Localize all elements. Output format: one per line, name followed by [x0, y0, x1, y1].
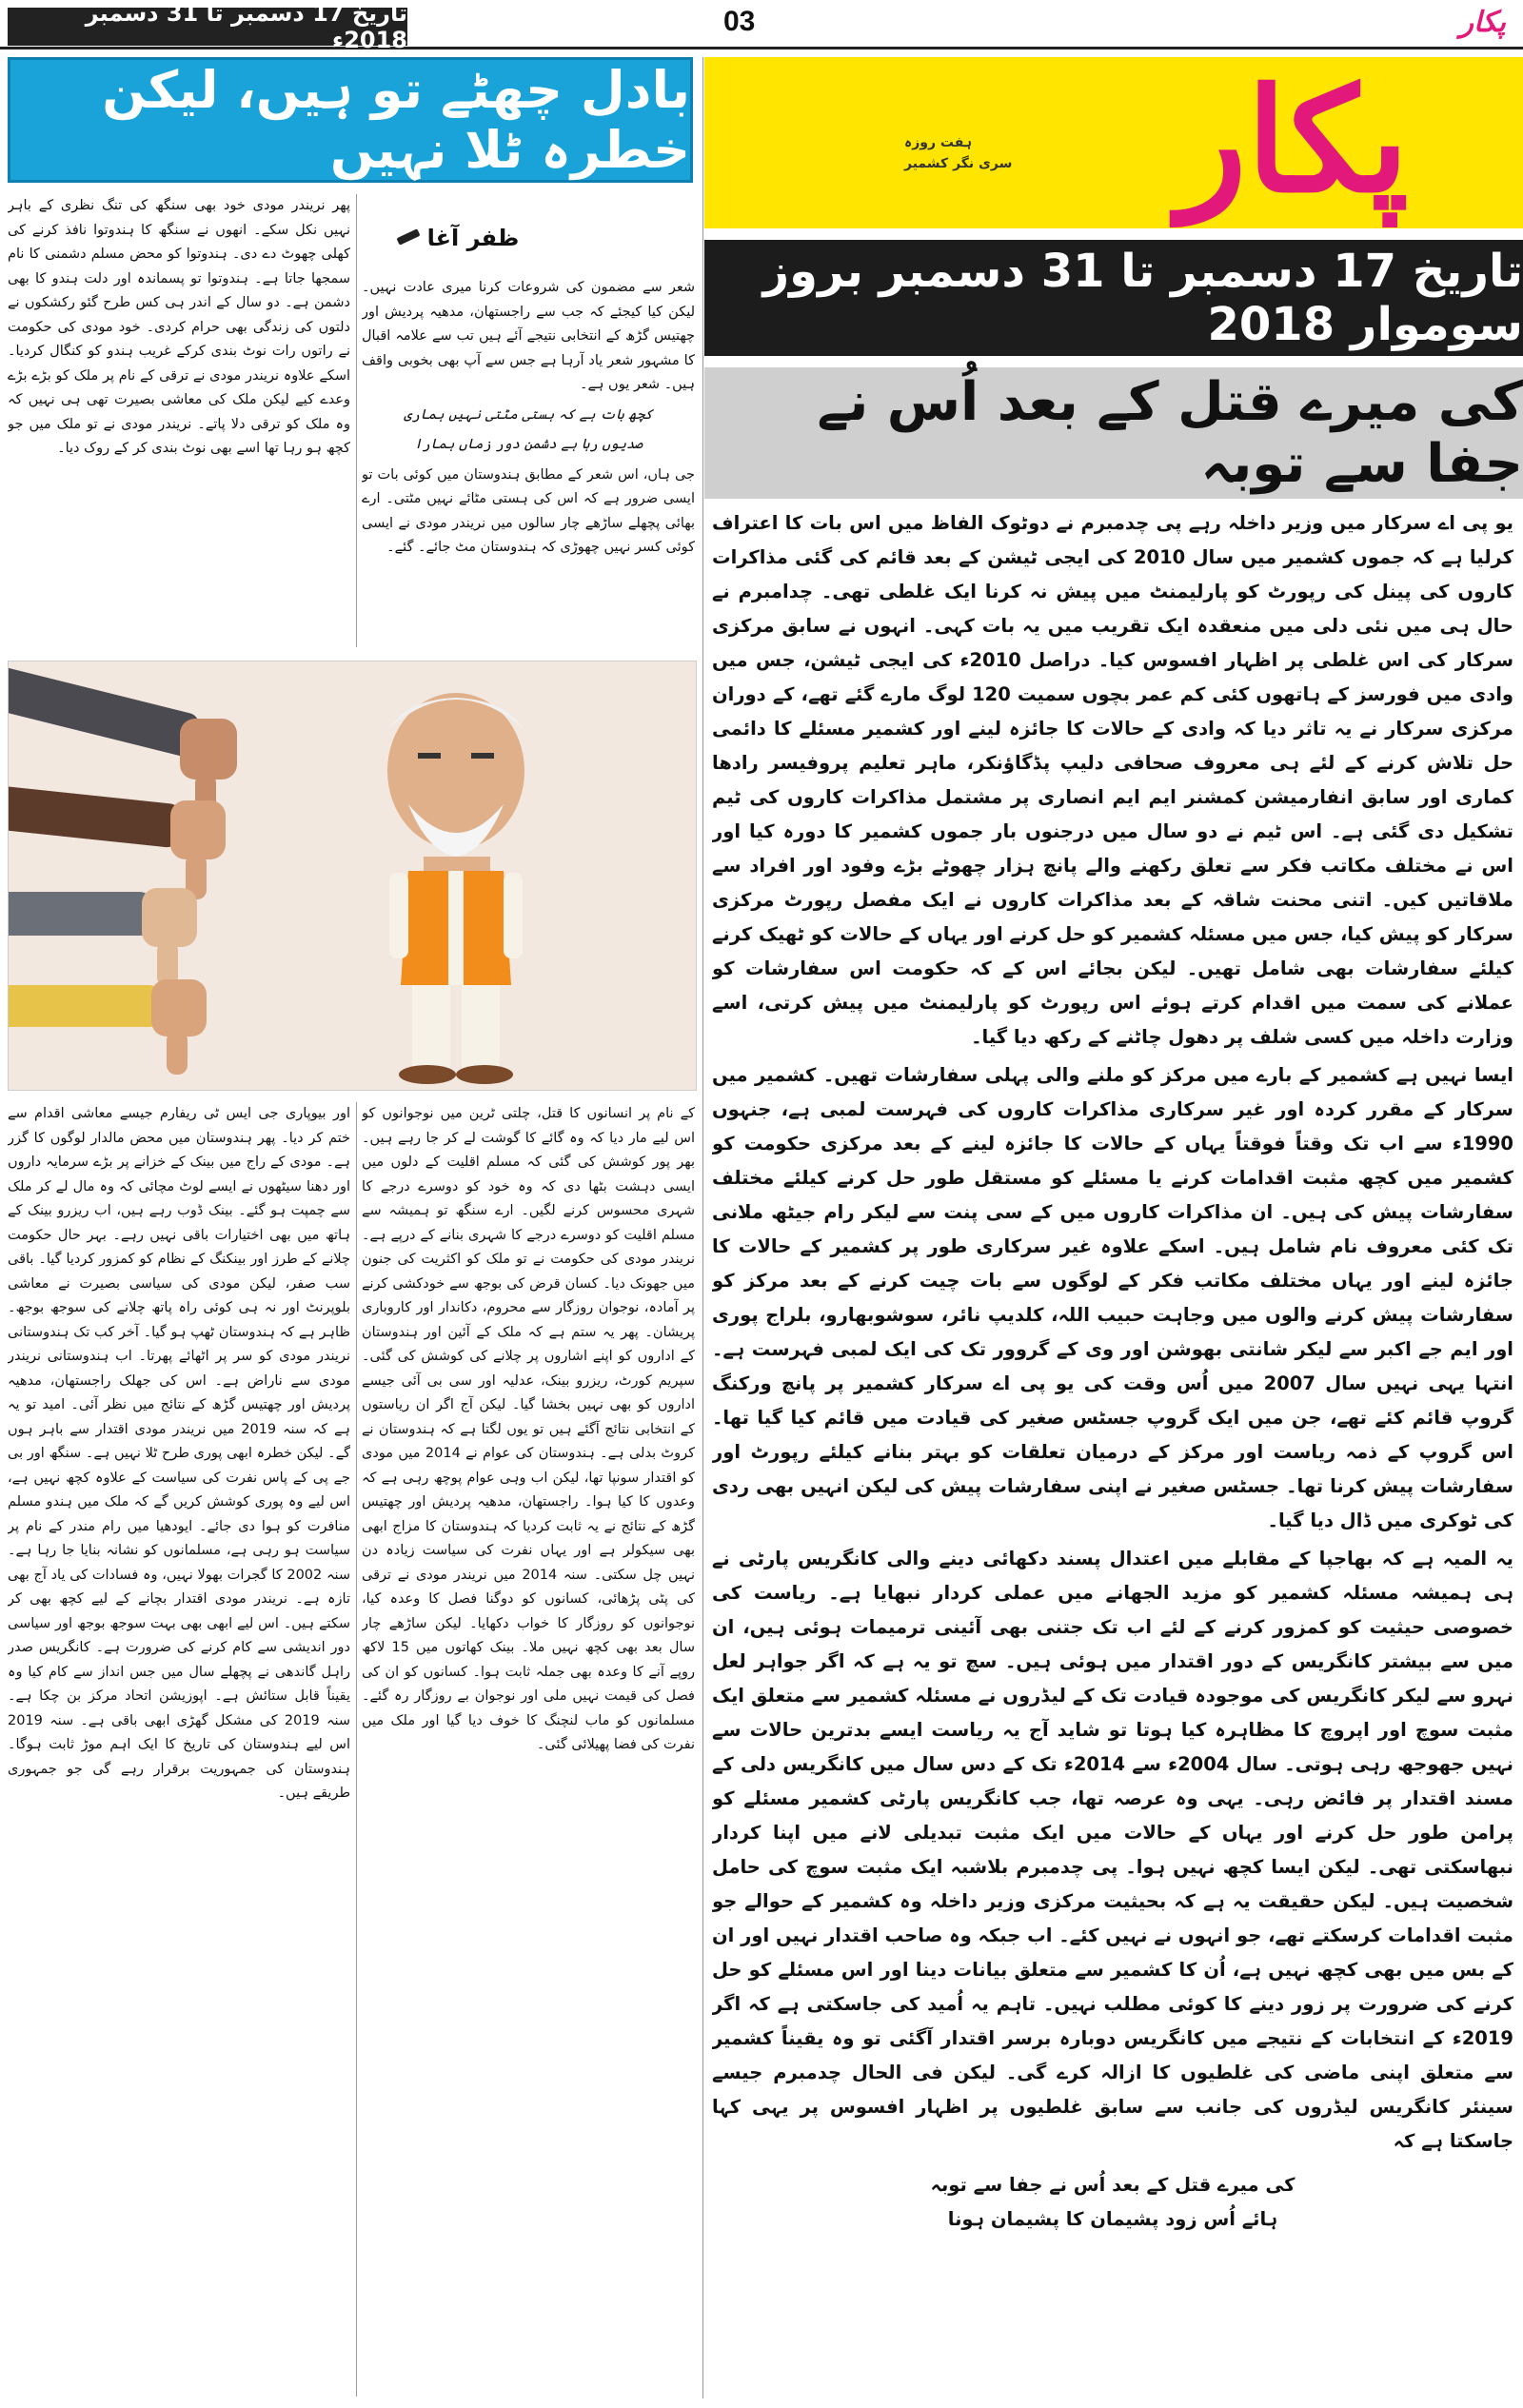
illustration-svg — [9, 661, 697, 1091]
column-divider — [356, 1102, 357, 2397]
author-byline — [352, 225, 562, 251]
politician-thumbs-down-illustration — [8, 661, 697, 1091]
small-logo: پکار — [1459, 6, 1506, 39]
closing-verse — [712, 2168, 1513, 2237]
column-text-left-top — [8, 194, 350, 647]
column-text-right-top — [362, 276, 695, 647]
editorial-headline: کی میرے قتل کے بعد اُس نے جفا سے توبہ — [704, 367, 1523, 499]
column-paragraph: اور بیوپاری جی ایس ٹی ریفارم جیسے معاشی اقدام سے ختم کر دیا۔ پھر ہندوستان میں محض مالدار لوگوں کا گزر ہے۔ مودی کے راج میں بینک کے خزانے پر بڑے سرمایہ داروں اور دھنا سیٹھوں نے ایسے لوٹ مچائی کہ وہ مال لے کر ملک سے چمپت ہو گئے۔ بینک ڈوب رہے ہیں، اب ریزرو بینک کے ہاتھ میں بھی اختیارات باقی نہیں رہے۔ بہر حال حکومت چلانے کے طرز اور بینکنگ کے نظام کو کمزور کردیا گیا۔ باقی سب صفر، لیکن مودی کی سیاسی بصیرت نے معاشی بلوپرنٹ اور نہ ہی کوئی راہ پاتھ چلانے کی سوجھ بوجھ۔ ظاہر ہے کہ ہندوستان ٹھپ ہو گیا۔ آخر کب تک ہندوستانی نریندر مودی کو سر پر اٹھائے پھرتا۔ اب ہندوستانی نریندر مودی سے ناراض ہے۔ اس کی جھلک راجستھان، مدھیہ پردیش اور چھتیس گڑھ کے نتائج میں نظر آئی۔ امید تو یہ ہے کہ سنہ 2019 میں نریندر مودی اقتدار سے باہر ہوں گے۔ لیکن خطرہ ابھی پوری طرح ٹلا نہیں ہے۔ سنگھ اور بی جے پی کے پاس نفرت کی سیاست کے علاوہ کچھ نہیں ہے، اس لیے وہ پوری کوشش کریں گے کہ ملک میں ہندو مسلم منافرت کو ہوا دی جائے۔ ایودھیا میں رام مندر کے نام پر سیاست ہو رہی ہے، مسلمانوں کو نشانہ بنایا جا رہا ہے۔ سنہ 2002 کا گجرات بھولا نہیں، وہ فسادات کی یاد آج بھی تازہ ہے۔ نریندر مودی اقتدار بچانے کے لیے کچھ بھی کر سکتے ہیں۔ اس لیے ابھی بھی بہت سوجھ بوجھ اور سیاسی دور اندیشی سے کام کرنے کی ضرورت ہے۔ کانگریس صدر راہل گاندھی نے پچھلے سال میں جس انداز سے کام کیا وہ یقیناً قابل ستائش ہے۔ اپوزیشن اتحاد مرکز بن چکا ہے۔ سنہ 2019 کی مشکل گھڑی ابھی باقی ہے۔ سنہ 2019 اس لیے ہندوستان کی تاریخ کا ایک اہم موڑ ثابت ہوگا۔ ہندوستان کی جمہوریت برقرار رہے گی جو جمہوری طریقے ہیں۔ — [8, 1106, 350, 1801]
page-number: 03 — [723, 6, 756, 37]
column-divider — [702, 57, 703, 2398]
masthead-title: پکار — [1177, 57, 1409, 225]
column-text-right-bottom — [362, 1102, 695, 2397]
editorial-paragraph: یو پی اے سرکار میں وزیر داخلہ رہے پی چدمبرم نے دوٹوک الفاظ میں اس بات کا اعتراف کرلیا ہے کہ جموں کشمیر میں سال 2010 کی ایجی ٹیشن کے بعد قائم کی گئی مذاکرات کاروں کی پینل کی رپورٹ کو پارلیمنٹ میں پیش نہ کرنا ایک غلطی تھی۔ چدامبرم نے حال ہی میں نئی دلی میں منعقدہ ایک تقریب میں یہ بات کہی۔ انہوں نے سابق مرکزی سرکار کی اس غلطی پر اظہار افسوس کیا۔ دراصل 2010ء کی ایجی ٹیشن، جس میں وادی میں فورسز کے ہاتھوں کئی کم عمر بچوں سمیت 120 لوگ مارے گئے تھے، کے دوران مرکزی سرکار نے یہ تاثر دیا کہ وادی کے حالات کا جائزہ لینے اور کشمیر مسئلے کا دائمی حل تلاش کرنے کے لئے ہی معروف صحافی دلیپ پڈگاؤنکر، ماہر تعلیم پروفیسر رادھا کماری اور سابق انفارمیشن کمشنر ایم ایم انصاری پر مشتمل مذاکرات کاروں کی ٹیم تشکیل دی گئی ہے۔ اس ٹیم نے دو سال میں درجنوں بار جموں کشمیر کا دورہ کیا اور اس نے مختلف مکاتب فکر سے تعلق رکھنے والے پانچ ہزار چھوٹے بڑے وفود اور افراد سے ملاقاتیں کیں۔ اتنی محنت شاقہ کے بعد مذاکرات کاروں نے ایک مفصل رپورٹ مرکزی سرکار کو پیش کیا، جس میں مسئلہ کشمیر کو حل کرنے اور یہاں کے حالات کو ٹھیک کرنے کیلئے سفارشات بھی شامل تھیں۔ لیکن بجائے اس کے کہ حکومت اس سفارشات کو عملانے کی سمت میں اقدام کرتے ہوئے اس رپورٹ کو پارلیمنٹ میں پیش کرتی، اسے وزارت داخلہ میں کسی شلف پر دھول چاٹنے کے رکھ دیا گیا۔ — [712, 512, 1513, 1048]
column-paragraph: شعر سے مضمون کی شروعات کرنا میری عادت نہیں۔ لیکن کیا کیجئے کہ جب سے راجستھان، مدھیہ پردیش اور چھتیس گڑھ کے انتخابی نتیجے آئے ہیں تب سے علامہ اقبال کا مشہور شعر یاد آرہا ہے جس سے آپ بھی بخوبی واقف ہیں۔ شعر یوں ہے۔ — [362, 280, 695, 392]
closing-verse-line-2: ہائے اُس زود پشیمان کا پشیمان ہونا — [947, 2208, 1278, 2230]
column-paragraph: جی ہاں، اس شعر کے مطابق ہندوستان میں کوئی بات تو ایسی ضرور ہے کہ اس کی ہستی مٹائے نہیں مٹتی۔ ارے بھائی پچھلے ساڑھے چار سالوں میں نریندر مودی نے ایسی کوئی کسر نہیں چھوڑی کہ ہندوستان مٹ جائے۔ گئے۔ — [362, 466, 695, 555]
poem-line-1: کچھ بات ہے کہ ہستی مٹتی نہیں ہماری — [404, 406, 653, 423]
pen-icon — [395, 227, 422, 248]
column-headline: بادل چھٹے تو ہیں، لیکن خطرہ ٹلا نہیں — [8, 57, 693, 183]
editorial-paragraph: ایسا نہیں ہے کشمیر کے بارے میں مرکز کو ملنے والی پہلی سفارشات تھیں۔ کشمیر میں سرکار کے مقرر کردہ اور غیر سرکاری مذاکرات کاروں کی فہرست لمبی ہے، جنہوں 1990ء سے اب تک وقتاً فوقتاً یہاں کے حالات کا جائزہ لینے کے بعد مرکزی حکومت کو کشمیر میں کچھ مثبت اقدامات کرنے یا مسئلے کو مستقل طور حل کرنے کیلئے مختلف سفارشات پیش کی ہیں۔ ان مذاکرات کاروں میں کے سی پنت سے لیکر رام جیٹھ ملانی تک کئی معروف نام شامل ہیں۔ اسکے علاوہ غیر سرکاری طور پر کشمیر کے حالات کا جائزہ لینے اور یہاں مختلف مکاتب فکر کے لوگوں سے بات چیت کرنے کے بعد مرکز کو سفارشات پیش کرنے والوں میں وجاہت حبیب اللہ، کلدیپ نائر، سوشوبھارو، بلراج پوری اور ایم جے اکبر سے لیکر شانتی بھوشن اور وی کے گروور تک کی ایک لمبی فہرست ہے۔ انتہا یہی نہیں سال 2007 میں اُس وقت کی یو پی اے سرکار کشمیر پر پانچ ورکنگ گروپ قائم کئے تھے، جن میں ایک گروپ جسٹس صغیر کی قیادت میں قائم کیا گیا تھا۔ اس گروپ کے ذمہ ریاست اور مرکز کے درمیان تعلقات کو بہتر بنانے کیلئے رپورٹ اور سفارشات پیش کرنا تھا۔ جسٹس صغیر نے اپنی سفارشات پیش کی لیکن انہیں بھی ردی کی ٹوکری میں ڈال دیا گیا۔ — [712, 1064, 1513, 1531]
closing-verse-line-1: کی میرے قتل کے بعد اُس نے جفا سے توبہ — [930, 2174, 1296, 2196]
date-strip: تاریخ 17 دسمبر تا 31 دسمبر 2018ء — [8, 8, 407, 46]
editorial-body — [712, 506, 1513, 2379]
column-paragraph: پھر نریندر مودی خود بھی سنگھ کی تنگ نظری کے باہر نہیں نکل سکے۔ انھوں نے سنگھ کا ہندوتوا نافذ کرنے کی کھلی چھوٹ دے دی۔ ہندوتوا کو محض مسلم دشمنی کا نام سمجھا جاتا ہے۔ ہندوتوا تو پسماندہ اور دلت ہندو کا بھی دشمن ہے۔ دو سال کے اندر ہی کس طرح گئو رکشکوں نے دلتوں کی زندگی بھی حرام کردی۔ خود مودی کی حکومت نے راتوں رات نوٹ بندی کرکے غریب ہندو کو کنگال کردیا۔ اسکے علاوہ نریندر مودی نے ترقی کے نام پر ملک کو بڑے بڑے وعدے کیے لیکن ملک کی معاشی بصیرت تھی ہی نہیں کہ وہ ملک کو ترقی دلا پاتے۔ نریندر مودی نے تو ملک میں جو کچھ ہو رہا تھا اسے بھی نوٹ بندی کر کے روک دیا۔ — [8, 198, 350, 456]
masthead-subtitle-location: سری نگر کشمیر — [904, 156, 1013, 171]
masthead-subtitle-weekly: ہفت روزہ — [904, 135, 972, 150]
poem-line-2: صدیوں رہا ہے دشمن دور زماں ہمارا — [413, 437, 643, 452]
top-strip — [0, 0, 1523, 53]
author-name: ظفر آغا — [426, 225, 520, 251]
issue-date-banner: تاریخ 17 دسمبر تا 31 دسمبر بروز سوموار 2018 — [704, 240, 1523, 356]
column-text-left-bottom — [8, 1102, 350, 2397]
masthead — [704, 57, 1523, 228]
column-paragraph: کے نام پر انسانوں کا قتل، چلتی ٹرین میں نوجوانوں کو اس لیے مار دیا کہ وہ گائے کا گوشت لے کر جا رہے ہیں۔ بھر پور کوشش کی گئی کہ مسلم اقلیت کے دلوں میں ایسی دہشت بٹھا دی کہ وہ خود کو دوسرے درجے کا شہری محسوس کرنے لگیں۔ ارے سنگھ تو ہمیشہ سے مسلم اقلیت کو دوسرے درجے کا شہری بنانے کے درپے ہے۔ نریندر مودی کی حکومت نے تو ملک کو اکثریت کی جنون میں جھونک دیا۔ کسان قرض کی بوجھ سے خودکشی کرنے پر آمادہ، نوجوان روزگار سے محروم، دکاندار اور کاروباری پریشان۔ پھر یہ ستم ہے کہ ملک کے آئین اور ہندوستان کے اداروں کو اپنے اشاروں پر چلانے کی کوشش کی گئی۔ سپریم کورٹ، ریزرو بینک، عدلیہ اور سی بی آئی جیسے اداروں کو بھی نہیں بخشا گیا۔ لیکن آج اگر ان ریاستوں کے انتخابی نتائج آگئے ہیں تو یوں لگتا ہے کہ ہندوستان نے کروٹ بدلی ہے۔ ہندوستان کی عوام نے 2014 میں مودی کو اقتدار سونپا تھا، لیکن اب وہی عوام پوچھ رہی ہے کہ وعدوں کا کیا ہوا۔ راجستھان، مدھیہ پردیش اور چھتیس گڑھ کے نتائج نے یہ ثابت کردیا کہ ہندوستان کا مزاج ابھی بھی سیکولر ہے اور یہاں نفرت کی سیاست زیادہ دن نہیں چل سکتی۔ سنہ 2014 میں نریندر مودی نے ترقی کی پٹی پڑھائی، کسانوں کو دوگنا فصل کا وعدہ کیا، نوجوانوں کو روزگار کا خواب دکھایا۔ لیکن ساڑھے چار سال بعد بھی کچھ نہیں ملا۔ بینک کھاتوں میں 15 لاکھ روپے آنے کا وعدہ بھی جملہ ثابت ہوا۔ کسانوں کو ان کی فصل کی قیمت نہیں ملی اور نوجوان بے روزگار رہ گئے۔ مسلمانوں کو ماب لنچنگ کا خوف دیا گیا اور ملک میں نفرت کی فضا پھیلائی گئی۔ — [362, 1106, 695, 1752]
column-divider — [356, 194, 357, 647]
editorial-paragraph: یہ المیہ ہے کہ بھاجپا کے مقابلے میں اعتدال پسند دکھائی دینے والی کانگریس پارٹی نے ہی ہمیشہ مسئلہ کشمیر کو مزید الجھانے میں عملی کردار نبھایا ہے۔ ریاست کی خصوصی حیثیت کو کمزور کرنے کے لئے اب تک جتنی بھی آئینی ترمیمات ہوئی ہیں، ان میں سے بیشتر کانگریس کے دور اقتدار میں ہوئی ہیں۔ سچ تو یہ ہے کہ اگر جواہر لعل نہرو سے لیکر کانگریس کی موجودہ قیادت تک کے لیڈروں نے مسئلہ کشمیر سے متعلق ایک مثبت سوچ اور اپروچ کا مظاہرہ کیا ہوتا تو شاید آج یہ ریاست ایسے بدترین حالات سے نہیں جھوجھ رہی ہوتی۔ سال 2004ء سے 2014ء تک کے دس سال میں کانگریس دلی کے مسند اقتدار پر فائض رہی۔ یہی وہ عرصہ تھا، جب کانگریس پارٹی کشمیر مسئلے کو پرامن طور حل کرنے اور یہاں کے حالات میں ایک مثبت تبدیلی لانے میں اپنا کردار نبھاسکتی تھی۔ لیکن ایسا کچھ نہیں ہوا۔ پی چدمبرم بلاشبہ ایک مثبت سوچ کی حامل شخصیت ہیں۔ لیکن حقیقت یہ ہے کہ بحیثیت مرکزی وزیر داخلہ وہ کشمیر کے حوالے جو مثبت اقدامات کرسکتے تھے، جو انہوں نے نہیں کئے۔ اب جبکہ وہ صاحب اقتدار نہیں اور ان کے بس میں بھی کچھ نہیں ہے، اُن کا کشمیر سے متعلق بیانات دینا اور اس مسئلے کو حل کرنے کی ضرورت پر زور دینے کا کوئی مطلب نہیں۔ تاہم یہ اُمید کی جاسکتی ہے کہ اگر 2019ء کے انتخابات کے نتیجے میں کانگریس دوبارہ برسر اقتدار آگئی تو وہ یقیناً کشمیر سے متعلق اپنی ماضی کی غلطیوں کا ازالہ کرے گی۔ لیکن فی الحال چدمبرم جیسے سینئر کانگریس لیڈروں کی جانب سے سابق غلطیوں پر اظہار افسوس پر یہی کہا جاسکتا ہے کہ — [712, 1548, 1513, 2152]
